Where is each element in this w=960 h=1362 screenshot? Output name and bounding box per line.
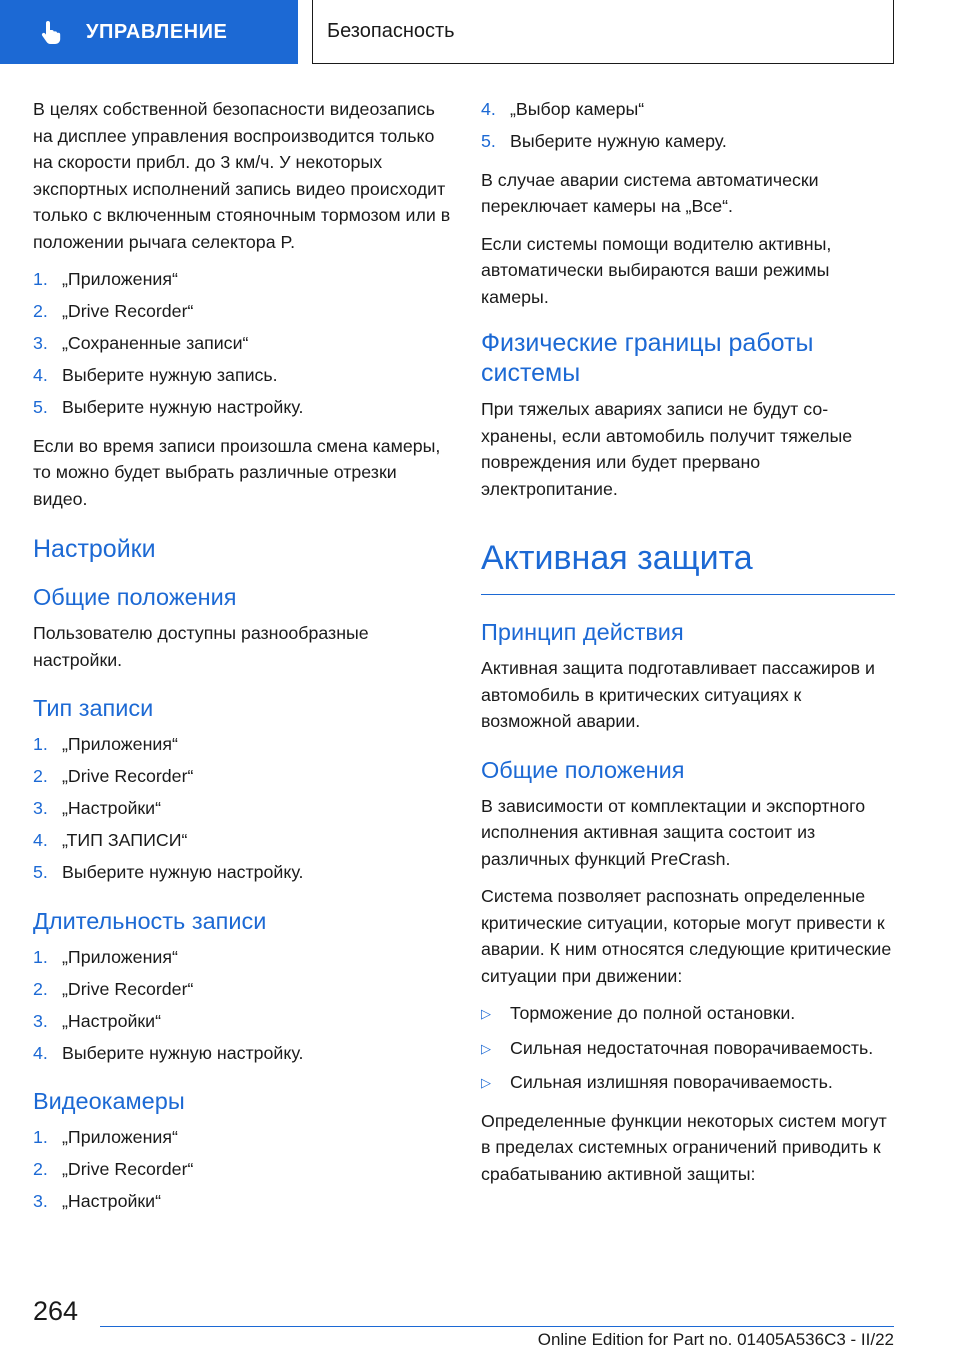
chapter-title: Активная защита bbox=[481, 536, 895, 595]
step-text: „Приложения“ bbox=[62, 734, 178, 754]
list-item bbox=[33, 827, 451, 854]
step-text: „Выбор камеры“ bbox=[510, 99, 645, 119]
step-text: „Drive Recorder“ bbox=[62, 301, 194, 321]
step-text: Выберите нужную настройку. bbox=[62, 397, 304, 417]
step-number: 2. bbox=[33, 766, 48, 786]
step-number: 2. bbox=[33, 1159, 48, 1179]
chapter-header bbox=[312, 0, 894, 64]
step-number: 5. bbox=[481, 131, 496, 151]
step-number: 1. bbox=[33, 734, 48, 754]
list-item bbox=[33, 976, 451, 1003]
list-item bbox=[33, 1156, 451, 1183]
step-number: 3. bbox=[33, 798, 48, 818]
step-number: 1. bbox=[33, 1127, 48, 1147]
step-text: „Настройки“ bbox=[62, 1191, 162, 1211]
step-number: 4. bbox=[33, 830, 48, 850]
system-paragraph: Система позволяет распознать определенные критические ситуации, которые могут привести к аварии. К ним относятся следующие критические ситуации при движении: bbox=[481, 886, 892, 986]
step-number: 3. bbox=[33, 1191, 48, 1211]
list-item bbox=[33, 859, 451, 886]
list-item bbox=[33, 731, 451, 758]
triangle-bullet-icon: ▷ bbox=[481, 1040, 491, 1056]
principle-paragraph: Активная защита подготавливает пассажиров и автомобиль в критических ситуациях к возможной аварии. bbox=[481, 658, 875, 731]
final-paragraph: Определенные функции некоторых систем могут в пределах системных ограничений приводить к срабатыванию активной защиты: bbox=[481, 1110, 887, 1184]
step-text: „Сохраненные записи“ bbox=[62, 333, 249, 353]
step-number: 2. bbox=[33, 978, 48, 999]
step-text: „Приложения“ bbox=[62, 269, 178, 289]
record-type-heading: Тип записи bbox=[33, 695, 154, 721]
list-item bbox=[33, 362, 451, 389]
step-text: „Drive Recorder“ bbox=[62, 1159, 194, 1179]
principle-heading: Принцип действия bbox=[481, 619, 684, 645]
general-heading: Общие положения bbox=[481, 756, 685, 783]
list-item bbox=[33, 795, 451, 822]
saved-records-steps bbox=[33, 266, 451, 421]
hand-pointer-icon bbox=[38, 19, 64, 45]
list-item bbox=[481, 96, 895, 123]
step-number: 1. bbox=[33, 269, 48, 289]
list-item bbox=[33, 1008, 451, 1035]
step-number: 5. bbox=[33, 397, 48, 417]
step-number: 5. bbox=[33, 862, 48, 882]
critical-situations-list bbox=[481, 1000, 895, 1096]
list-item bbox=[33, 763, 451, 790]
list-item bbox=[481, 1000, 895, 1027]
limits-heading: Физические границы работы системы bbox=[481, 329, 814, 387]
triangle-bullet-icon: ▷ bbox=[481, 1075, 491, 1090]
section-label: УПРАВЛЕНИЕ bbox=[86, 20, 228, 43]
general-heading: Общие положения bbox=[33, 584, 237, 610]
general-paragraph: В зависимости от комплектации и экспортного исполнения активная защита состоит из различных функций PreCrash. bbox=[481, 795, 866, 869]
edition-text: Online Edition for Part no. 01405A536C3 - II/22 bbox=[537, 1330, 894, 1349]
left-column bbox=[33, 96, 451, 1227]
list-item bbox=[33, 266, 451, 293]
record-type-steps bbox=[33, 731, 451, 886]
step-text: „Настройки“ bbox=[62, 1010, 162, 1031]
step-number: 2. bbox=[33, 301, 48, 321]
list-item bbox=[33, 394, 451, 421]
step-number: 3. bbox=[33, 1010, 48, 1031]
list-item bbox=[481, 128, 895, 155]
camera-switch-note: Если во время записи произошла смена камеры, то можно будет выбрать различные отрезки видео. bbox=[33, 435, 441, 509]
step-number: 3. bbox=[33, 333, 48, 353]
general-paragraph: Пользователю доступны разнообразные настройки. bbox=[33, 623, 369, 670]
list-item bbox=[33, 1040, 451, 1067]
cameras-steps bbox=[33, 1124, 451, 1215]
step-text: „Приложения“ bbox=[62, 946, 178, 967]
step-text: Выберите нужную камеру. bbox=[510, 131, 727, 151]
list-item bbox=[481, 1069, 895, 1096]
step-number: 4. bbox=[33, 1042, 48, 1063]
bullet-text: Сильная недостаточная поворачиваемость. bbox=[510, 1037, 874, 1058]
footer-divider bbox=[100, 1326, 894, 1327]
step-text: „Drive Recorder“ bbox=[62, 978, 194, 999]
list-item bbox=[481, 1035, 895, 1062]
page-number: 264 bbox=[33, 1296, 79, 1326]
intro-paragraph: В целях собственной безопасности видеозапись на дисплее управления воспроизводится только на скорости прибл. до 3 км/ч. У некоторых экспортных исполнений запись видео происходит только с включенным стояночным тормозом или в положении рычага селектора P. bbox=[33, 99, 451, 252]
accident-paragraph: В случае аварии система автоматически переключает камеры на „Все“. bbox=[481, 169, 819, 216]
step-text: „Настройки“ bbox=[62, 798, 162, 818]
bullet-text: Сильная излишняя поворачиваемость. bbox=[510, 1072, 833, 1092]
step-text: Выберите нужную настройку. bbox=[62, 1042, 304, 1063]
list-item bbox=[33, 330, 451, 357]
step-number: 4. bbox=[33, 365, 48, 385]
step-text: „Приложения“ bbox=[62, 1127, 178, 1147]
list-item bbox=[33, 298, 451, 325]
list-item bbox=[33, 1124, 451, 1151]
step-number: 4. bbox=[481, 99, 496, 119]
triangle-bullet-icon: ▷ bbox=[481, 1006, 491, 1021]
chapter-label: Безопасность bbox=[327, 20, 455, 42]
cameras-steps-continued bbox=[481, 96, 895, 155]
step-text: „ТИП ЗАПИСИ“ bbox=[62, 830, 188, 850]
settings-heading: Настройки bbox=[33, 535, 156, 563]
right-column bbox=[481, 96, 895, 1198]
section-tab bbox=[0, 0, 298, 64]
cameras-heading: Видеокамеры bbox=[33, 1088, 185, 1114]
assist-paragraph: Если системы помощи водителю активны, автоматически выбираются ваши режимы камеры. bbox=[481, 233, 832, 307]
step-text: „Drive Recorder“ bbox=[62, 766, 194, 786]
list-item bbox=[33, 944, 451, 971]
step-number: 1. bbox=[33, 946, 48, 967]
record-duration-steps bbox=[33, 944, 451, 1067]
bullet-text: Торможение до полной остановки. bbox=[510, 1003, 796, 1023]
limits-paragraph: При тяжелых авариях записи не будут сохранены, если автомобиль получит тяжелые повреждения или будет прерванo электропитание. bbox=[481, 399, 853, 499]
step-text: Выберите нужную настройку. bbox=[62, 862, 304, 882]
list-item bbox=[33, 1188, 451, 1215]
record-duration-heading: Длительность записи bbox=[33, 907, 267, 934]
step-text: Выберите нужную запись. bbox=[62, 365, 278, 385]
